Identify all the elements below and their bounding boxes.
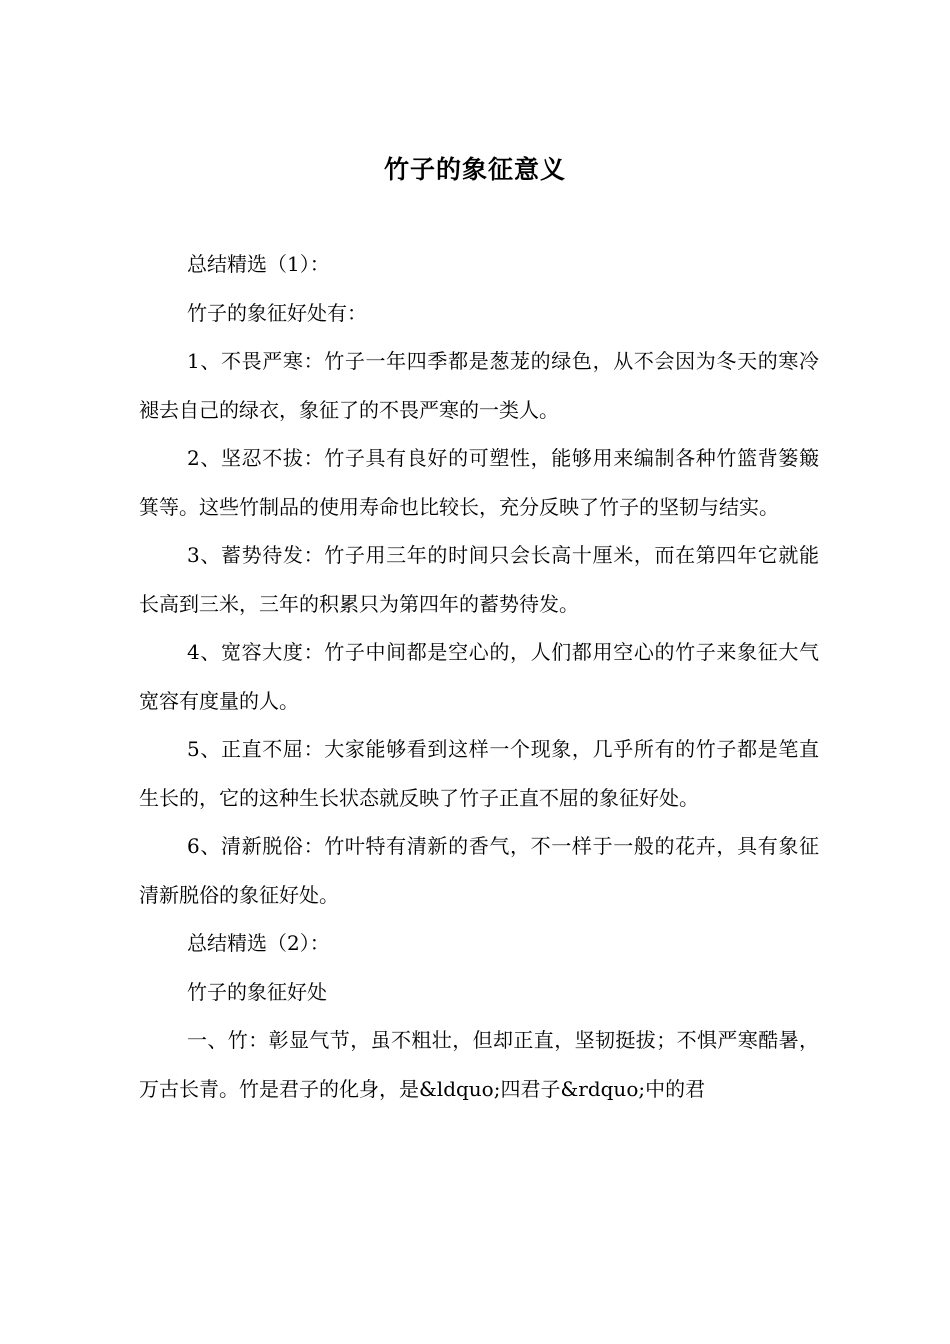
paragraph-subtitle: 竹子的象征好处 <box>187 979 327 1004</box>
paragraph-intro: 竹子的象征好处有： <box>187 300 367 325</box>
paragraph-item-6: 6、清新脱俗：竹叶特有清新的香气，不一样于一般的花卉，具有象征清新脱俗的象征好处。 <box>139 834 819 907</box>
paragraph-summary-2-heading: 总结精选（2）： <box>187 931 330 955</box>
paragraph-item-3: 3、蓄势待发：竹子用三年的时间只会长高十厘米，而在第四年它就能长高到三米，三年的积累只为第四年的蓄势待发。 <box>139 543 819 616</box>
paragraph-item-5: 5、正直不屈：大家能够看到这样一个现象，几乎所有的竹子都是笔直生长的，它的这种生长状态就反映了竹子正直不屈的象征好处。 <box>139 737 819 810</box>
paragraph-item-4: 4、宽容大度：竹子中间都是空心的，人们都用空心的竹子来象征大气宽容有度量的人。 <box>139 640 819 713</box>
paragraph-item-1: 1、不畏严寒：竹子一年四季都是葱茏的绿色，从不会因为冬天的寒冷褪去自己的绿衣，象征了的不畏严寒的一类人。 <box>139 349 819 422</box>
document-title: 竹子的象征意义 <box>383 155 566 184</box>
paragraph-summary-1-heading: 总结精选（1）： <box>187 252 330 276</box>
paragraph-bamboo: 一、竹：彰显气节，虽不粗壮，但却正直，坚韧挺拔；不惧严寒酷暑，万古长青。竹是君子的化身，是&ldquo;四君子&rdquo;中的君 <box>139 1028 819 1101</box>
paragraph-item-2: 2、坚忍不拔：竹子具有良好的可塑性，能够用来编制各种竹篮背篓簸箕等。这些竹制品的使用寿命也比较长，充分反映了竹子的坚韧与结实。 <box>139 446 819 519</box>
document-body <box>139 240 819 1113</box>
